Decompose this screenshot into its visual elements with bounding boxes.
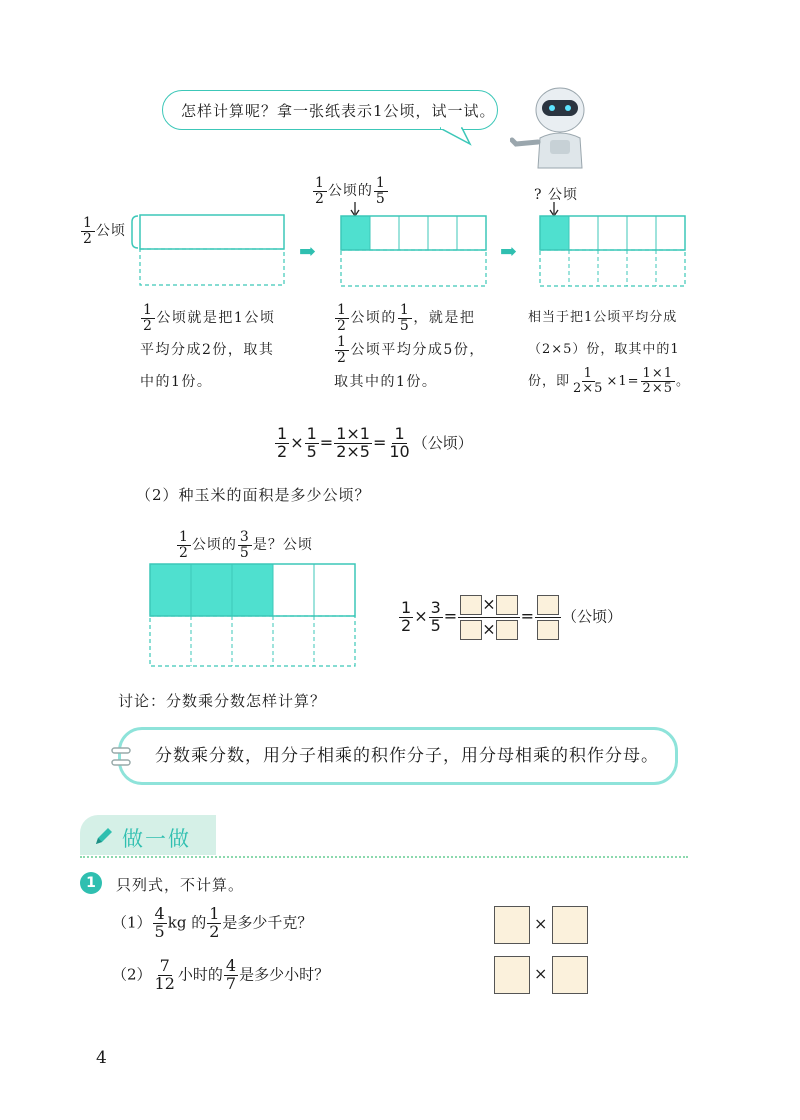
explanation-left: $\frac{1}{2}$ 公顷就是把1公顷 平均分成2份，取其 中的1份。 [140, 301, 276, 390]
blank-fraction-1: $\frac{\times}{\times}$ [458, 594, 519, 640]
equation-1: $\frac{1}{2}$ × $\frac{1}{5}$ = $\frac{1\times 1}{2\times 5}$ = $\frac{1}{10}$ （公顷） [277, 424, 473, 461]
blank-fraction-2 [535, 594, 561, 640]
answer-box[interactable] [552, 906, 588, 944]
answer-box[interactable] [496, 620, 518, 640]
diagram-right [536, 196, 688, 292]
answer-box[interactable] [460, 595, 482, 615]
binder-clip-icon [108, 745, 136, 771]
robot-icon [510, 82, 590, 170]
discussion-prompt: 讨论：分数乘分数怎样计算？ [118, 692, 327, 710]
times-sign: × [534, 964, 548, 983]
speech-bubble: 怎样计算呢？拿一张纸表示1公顷，试一试。 [162, 90, 498, 130]
exercise-item-1: （1） $\frac{4}{5}$ kg 的 $\frac{1}{2}$ 是多少千克？ [112, 904, 313, 941]
answer-box[interactable] [494, 956, 530, 994]
summary-box: 分数乘分数，用分子相乘的积作分子，用分母相乘的积作分母。 [118, 727, 678, 785]
equation-2: $\frac{1}{2}$ × $\frac{3}{5}$ = $\frac{\times}{\times}$ = （公顷） [401, 594, 623, 639]
diagram-corn [148, 562, 360, 668]
exercise-item-2: （2） $\frac{7}{12}$ 小时的 $\frac{4}{7}$ 是多少小时？ [112, 956, 330, 993]
exercise-instruction: 只列式，不计算。 [116, 876, 245, 894]
times-sign: × [534, 914, 548, 933]
arrow-1: ➡ [299, 239, 316, 263]
frac-half: $\frac{1}{2}$ [83, 215, 93, 247]
diagram2-label: $\frac{1}{2}$ 公顷的 $\frac{3}{5}$ 是？公顷 [179, 529, 313, 561]
pencil-icon [92, 824, 116, 848]
answer-box[interactable] [552, 956, 588, 994]
mid-diagram-label: $\frac{1}{2}$ 公顷的 $\frac{1}{5}$ [315, 175, 386, 207]
explanation-right: 相当于把1公顷平均分成 （2×5）份，取其中的1 份，即 $\frac{1}{2\times 5}$ ×1= $\frac{1\times 1}{2\times 5}$ 。 [528, 310, 690, 396]
diagram-mid [338, 196, 490, 292]
exercise-number-badge: 1 [80, 872, 102, 894]
section-title: 做一做 [122, 827, 191, 851]
explanation-mid: $\frac{1}{2}$ 公顷的 $\frac{1}{5}$ ，就是把 $\frac{1}{2}$ 公顷平均分成5份， 取其中的1份。 [334, 301, 485, 390]
page-number: 4 [96, 1048, 107, 1068]
answer-box[interactable] [496, 595, 518, 615]
answer-box[interactable] [537, 595, 559, 615]
right-diagram-label: ? 公顷 [534, 187, 578, 203]
arrow-2: ➡ [500, 239, 517, 263]
question-2: （2）种玉米的面积是多少公顷？ [136, 486, 371, 504]
diagram-left [126, 212, 296, 292]
bubble-tail [440, 126, 480, 148]
answer-box[interactable] [460, 620, 482, 640]
answer-box[interactable] [537, 620, 559, 640]
answer-box[interactable] [494, 906, 530, 944]
left-diagram-label: $\frac{1}{2}$ 公顷 [83, 215, 126, 247]
section-divider [80, 856, 688, 858]
